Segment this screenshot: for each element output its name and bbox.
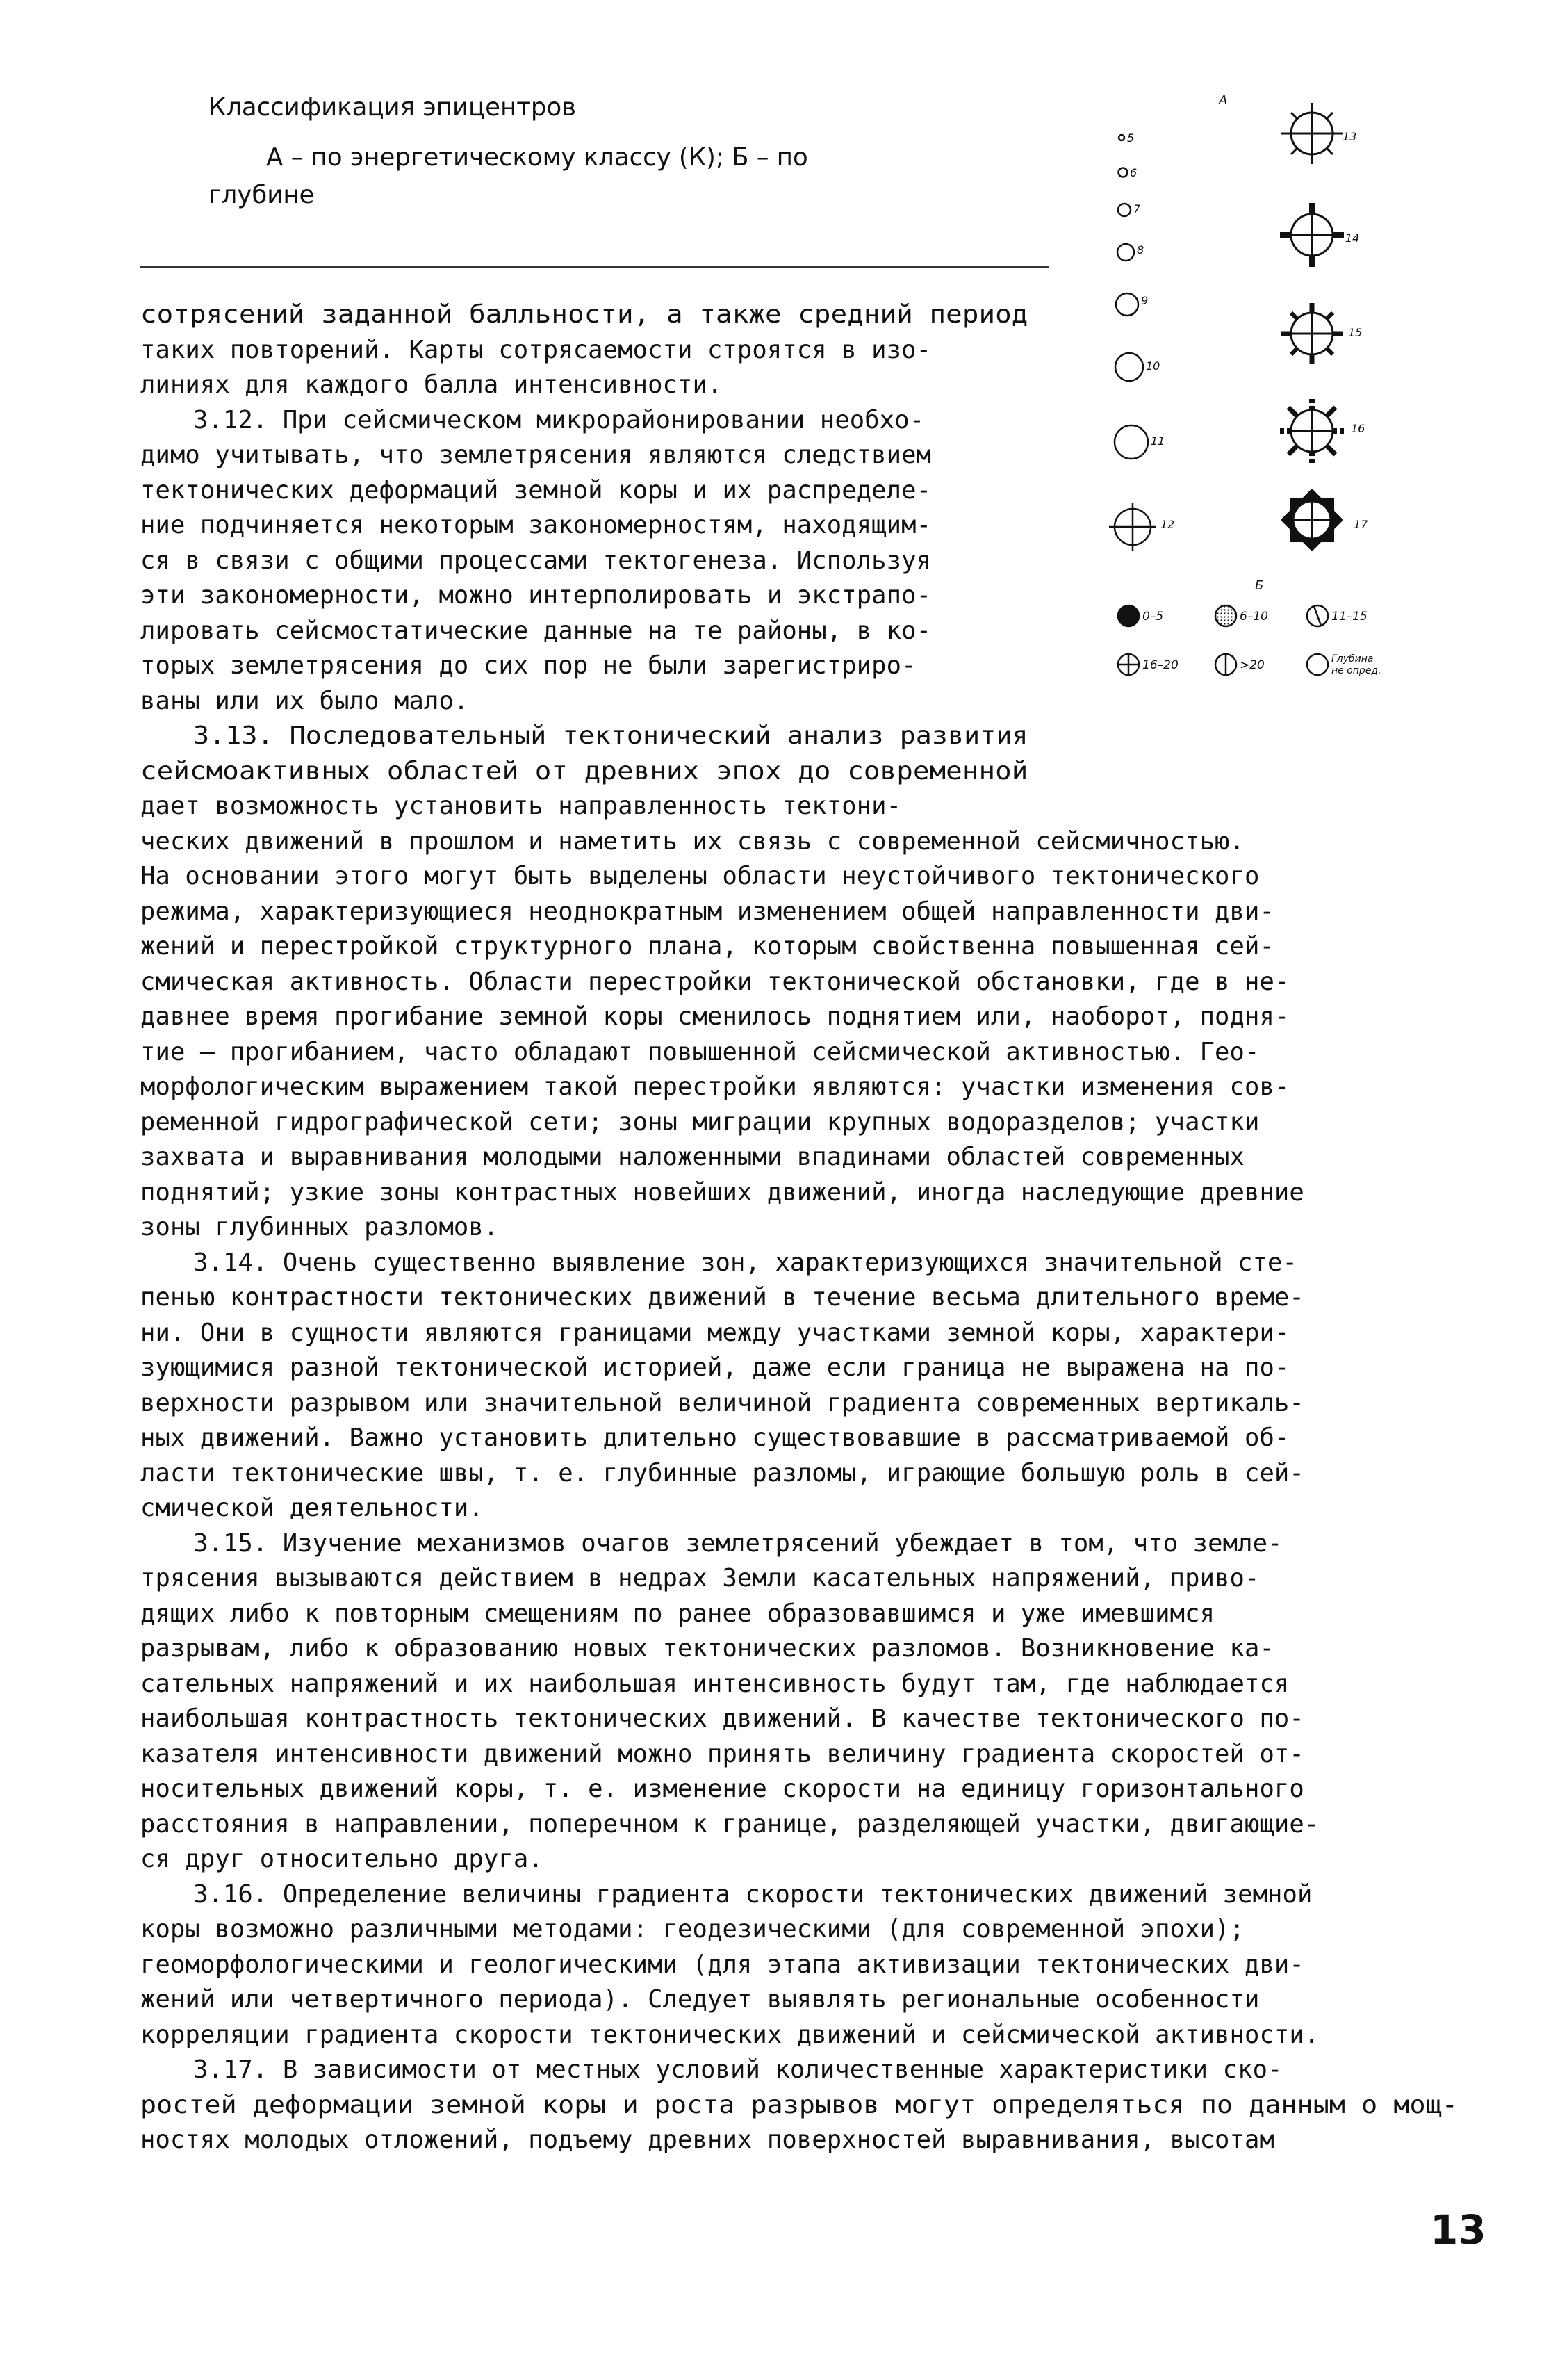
text-line: геоморфологическими и геологическими (для этапа активизации тектонических дви- xyxy=(140,1950,1304,1979)
text-line: коры возможно различными методами: геодезическими (для современной эпохи); xyxy=(140,1915,1245,1943)
caption-line-a: А – по энергетическому классу (К); Б – по xyxy=(266,143,808,172)
depth-undetermined-label-2: не опред. xyxy=(1331,665,1381,676)
class-8-label: 8 xyxy=(1137,243,1144,256)
class-13-symbol xyxy=(1281,103,1343,164)
text-line: 3.15. Изучение механизмов очагов землетрясений убеждает в том, что земле- xyxy=(193,1529,1283,1558)
text-line: эти закономерности, можно интерполировать и экстрапо- xyxy=(140,581,932,610)
class-7-label: 7 xyxy=(1133,202,1141,215)
text-line: морфологическим выражением такой перестройки являются: участки изменения сов- xyxy=(140,1073,1290,1101)
section-a-label: А xyxy=(1219,93,1228,108)
section-b-label: Б xyxy=(1255,578,1264,593)
class-14-label: 14 xyxy=(1345,231,1360,245)
text-line: таких повторений. Карты сотрясаемости строятся в изо- xyxy=(140,336,932,364)
depth-0-5-symbol xyxy=(1118,605,1139,626)
text-line: поднятий; узкие зоны контрастных новейших движений, иногда наследующие древние xyxy=(140,1178,1304,1207)
text-line: расстояния в направлении, поперечном к границе, разделяющей участки, двигающие- xyxy=(140,1810,1320,1839)
depth-16-20-symbol xyxy=(1118,654,1139,675)
class-12-label: 12 xyxy=(1160,518,1175,531)
class-7-symbol xyxy=(1118,204,1131,216)
text-line: зующимися разной тектонической историей, даже если граница не выражена на по- xyxy=(140,1353,1290,1382)
depth-6-10-label: 6–10 xyxy=(1240,610,1268,623)
class-6-label: 6 xyxy=(1130,166,1138,179)
caption-title: Классификация эпицентров xyxy=(208,93,577,122)
depth-6-10-symbol xyxy=(1215,605,1236,626)
class-14-symbol xyxy=(1280,203,1344,267)
epicenter-classification-figure xyxy=(1056,83,1459,695)
text-line: ных движений. Важно установить длительно существовавшие в рассматриваемой об- xyxy=(140,1424,1290,1452)
depth-over-20-label: >20 xyxy=(1240,658,1265,672)
text-line: ностях молодых отложений, подъему древних поверхностей выравнивания, высотам xyxy=(140,2126,1274,2154)
text-line: ваны или их было мало. xyxy=(140,687,469,715)
text-line: ся друг относительно друга. xyxy=(140,1845,543,1873)
text-line: зоны глубинных разломов. xyxy=(140,1213,499,1241)
text-line: 3.13. Последовательный тектонический анализ развития xyxy=(193,722,1028,750)
text-line: пенью контрастности тектонических движений в течение весьма длительного време- xyxy=(140,1283,1304,1312)
class-9-symbol xyxy=(1116,293,1138,316)
class-16-symbol xyxy=(1277,396,1347,466)
class-11-label: 11 xyxy=(1151,434,1165,448)
text-line: ние подчиняется некоторым закономерностям, находящим- xyxy=(140,511,932,539)
depth-11-15-symbol xyxy=(1307,605,1328,626)
page-number: 13 xyxy=(1430,2206,1486,2253)
depth-11-15-label: 11–15 xyxy=(1331,610,1368,623)
text-line: тектонических деформаций земной коры и их распределе- xyxy=(140,476,932,505)
text-line: трясения вызываются действием в недрах Земли касательных напряжений, приво- xyxy=(140,1564,1260,1592)
caption-divider xyxy=(140,266,1049,268)
class-13-label: 13 xyxy=(1343,130,1357,143)
text-line: ростей деформации земной коры и роста разрывов могут определяться по данным о мощ- xyxy=(140,2091,1458,2119)
class-17-symbol xyxy=(1281,489,1344,552)
class-5-label: 5 xyxy=(1127,131,1135,145)
text-line: смическая активность. Области перестройки тектонической обстановки, где в не- xyxy=(140,968,1290,996)
class-15-symbol xyxy=(1281,303,1343,364)
class-12-symbol xyxy=(1109,503,1156,551)
text-line: жений и перестройкой структурного плана, которым свойственна повышенная сей- xyxy=(140,932,1274,961)
depth-0-5-label: 0–5 xyxy=(1142,610,1164,623)
depth-over-20-symbol xyxy=(1215,654,1236,675)
class-10-symbol xyxy=(1115,353,1143,381)
text-line: ласти тектонические швы, т. е. глубинные разломы, играющие большую роль в сей- xyxy=(140,1459,1304,1488)
text-line: лировать сейсмостатические данные на те районы, в ко- xyxy=(140,617,932,645)
text-line: ся в связи с общими процессами тектогенеза. Используя xyxy=(140,546,932,575)
class-15-label: 15 xyxy=(1348,326,1363,339)
class-9-label: 9 xyxy=(1141,294,1149,307)
class-5-symbol xyxy=(1119,135,1124,140)
text-line: ременной гидрографической сети; зоны миграции крупных водоразделов; участки xyxy=(140,1108,1260,1136)
text-line: наибольшая контрастность тектонических движений. В качестве тектонического по- xyxy=(140,1704,1304,1733)
text-line: линиях для каждого балла интенсивности. xyxy=(140,370,723,399)
text-line: разрывам, либо к образованию новых тектонических разломов. Возникновение ка- xyxy=(140,1634,1274,1663)
text-line: ческих движений в прошлом и наметить их связь с современной сейсмичностью. xyxy=(140,827,1245,856)
text-line: жений или четвертичного периода). Следует выявлять региональные особенности xyxy=(140,1985,1260,2014)
text-line: 3.16. Определение величины градиента скорости тектонических движений земной xyxy=(193,1880,1313,1909)
text-line: казателя интенсивности движений можно принять величину градиента скоростей от- xyxy=(140,1740,1304,1768)
caption-line-b: глубине xyxy=(208,181,315,209)
class-6-symbol xyxy=(1119,168,1128,177)
class-17-label: 17 xyxy=(1354,518,1368,531)
text-line: 3.17. В зависимости от местных условий количественные характеристики ско- xyxy=(193,2055,1283,2084)
class-10-label: 10 xyxy=(1146,359,1160,373)
figure-canvas xyxy=(1056,83,1459,695)
text-line: сейсмоактивных областей от древних эпох до современной xyxy=(140,757,1028,785)
text-line: На основании этого могут быть выделены области неустойчивого тектонического xyxy=(140,862,1260,890)
text-line: смической деятельности. xyxy=(140,1494,484,1522)
text-line: 3.14. Очень существенно выявление зон, характеризующихся значительной сте- xyxy=(193,1248,1297,1277)
text-line: носительных движений коры, т. е. изменение скорости на единицу горизонтального xyxy=(140,1775,1304,1803)
depth-undetermined-symbol xyxy=(1307,654,1328,675)
text-line: ни. Они в сущности являются границами между участками земной коры, характери- xyxy=(140,1319,1290,1347)
text-line: торых землетрясения до сих пор не были зарегистриро- xyxy=(140,651,917,680)
text-line: сательных напряжений и их наибольшая интенсивность будут там, где наблюдается xyxy=(140,1670,1290,1698)
class-16-label: 16 xyxy=(1351,422,1365,435)
text-line: дящих либо к повторным смещениям по ранее образовавшимся и уже имевшимся xyxy=(140,1599,1215,1628)
class-8-symbol xyxy=(1117,244,1134,261)
text-line: корреляции градиента скорости тектонических движений и сейсмической активности. xyxy=(140,2021,1320,2049)
text-line: режима, характеризующиеся неоднократным изменением общей направленности дви- xyxy=(140,897,1274,926)
text-line: верхности разрывом или значительной величиной градиента современных вертикаль- xyxy=(140,1389,1304,1417)
depth-undetermined-label-1: Глубина xyxy=(1331,653,1374,665)
text-line: сотрясений заданной балльности, а также средний период xyxy=(140,300,1028,329)
text-line: тие – прогибанием, часто обладают повышенной сейсмической активностью. Гео- xyxy=(140,1038,1260,1066)
class-11-symbol xyxy=(1115,425,1148,459)
text-line: давнее время прогибание земной коры сменилось поднятием или, наоборот, подня- xyxy=(140,1002,1290,1031)
depth-16-20-label: 16–20 xyxy=(1142,658,1179,672)
text-line: 3.12. При сейсмическом микрорайонировании необхо- xyxy=(193,406,925,434)
text-line: захвата и выравнивания молодыми наложенными впадинами областей современных xyxy=(140,1143,1245,1171)
text-line: димо учитывать, что землетрясения являются следствием xyxy=(140,441,932,469)
text-line: дает возможность установить направленность тектони- xyxy=(140,792,902,820)
